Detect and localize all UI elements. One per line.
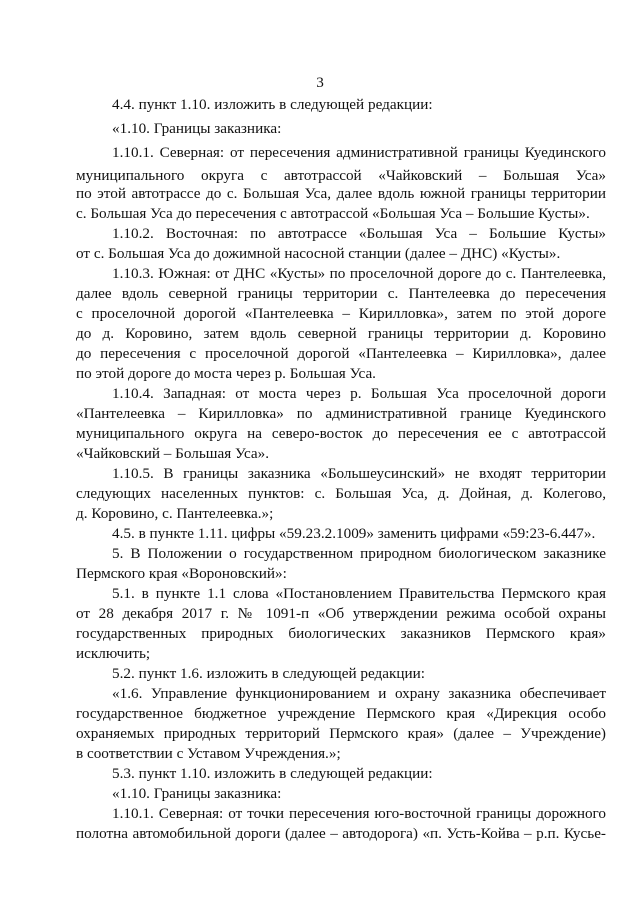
text-line: государственных природных биологических заказников Пермского края» bbox=[76, 625, 606, 642]
text-line: 4.5. в пункте 1.11. цифры «59.23.2.1009» заменить цифрами «59:23-6.447». bbox=[112, 525, 596, 542]
text-line: «1.6. Управление функционированием и охрану заказника обеспечивает bbox=[112, 685, 606, 702]
text-line: «Пантелеевка – Кирилловка» по административной границе Куединского bbox=[76, 405, 606, 422]
text-line: Пермского края «Вороновский»: bbox=[76, 565, 287, 582]
text-line: по этой автотрассе до с. Большая Уса, далее вдоль южной границы территории bbox=[76, 185, 606, 202]
text-line: от 28 декабря 2017 г. № 1091-п «Об утверждении режима особой охраны bbox=[76, 605, 606, 622]
text-line: 5. В Положении о государственном природном биологическом заказнике bbox=[112, 545, 606, 562]
text-line: полотна автомобильной дороги (далее – автодорога) «п. Усть-Койва – р.п. Кусье- bbox=[76, 825, 606, 842]
text-line: далее вдоль северной границы территории с. Пантелеевка до пересечения bbox=[76, 285, 606, 302]
text-line: 1.10.3. Южная: от ДНС «Кусты» по проселочной дороге до с. Пантелеевка, bbox=[112, 265, 606, 282]
text-line: 5.2. пункт 1.6. изложить в следующей редакции: bbox=[112, 665, 425, 682]
text-line: 1.10.4. Западная: от моста через р. Большая Уса проселочной дороги bbox=[112, 385, 606, 402]
text-line: охраняемых природных территорий Пермского края» (далее – Учреждение) bbox=[76, 725, 606, 742]
text-line: 1.10.1. Северная: от точки пересечения юго-восточной границы дорожного bbox=[112, 805, 606, 822]
text-line: с. Большая Уса до пересечения с автотрассой «Большая Уса – Большие Кусты». bbox=[76, 205, 590, 222]
text-line: 1.10.5. В границы заказника «Большеусинский» не входят территории bbox=[112, 465, 606, 482]
text-line: следующих населенных пунктов: с. Большая Уса, д. Дойная, д. Колегово, bbox=[76, 485, 606, 502]
text-line: 1.10.1. Северная: от пересечения административной границы Куединского bbox=[112, 144, 606, 161]
text-line: до д. Коровино, затем вдоль северной границы территории д. Коровино bbox=[76, 325, 606, 342]
text-line: «1.10. Границы заказника: bbox=[112, 785, 282, 802]
text-line: 4.4. пункт 1.10. изложить в следующей редакции: bbox=[112, 96, 433, 113]
text-line: государственное бюджетное учреждение Пермского края «Дирекция особо bbox=[76, 705, 606, 722]
text-line: муниципального округа на северо-восток до пересечения ее с автотрассой bbox=[76, 425, 606, 442]
text-line: 5.1. в пункте 1.1 слова «Постановлением Правительства Пермского края bbox=[112, 585, 606, 602]
text-line: д. Коровино, с. Пантелеевка.»; bbox=[76, 505, 274, 522]
text-line: 5.3. пункт 1.10. изложить в следующей редакции: bbox=[112, 765, 433, 782]
text-line: по этой дороге до моста через р. Большая Уса. bbox=[76, 365, 376, 382]
text-line: с проселочной дорогой «Пантелеевка – Кирилловка», затем по этой дороге bbox=[76, 305, 606, 322]
text-line: муниципального округа с автотрассой «Чайковский – Большая Уса» bbox=[76, 167, 606, 184]
text-line: «Чайковский – Большая Уса». bbox=[76, 445, 270, 462]
text-line: «1.10. Границы заказника: bbox=[112, 120, 282, 137]
text-line: исключить; bbox=[76, 645, 151, 662]
text-line: от с. Большая Уса до дожимной насосной станции (далее – ДНС) «Кусты». bbox=[76, 245, 561, 262]
text-line: в соответствии с Уставом Учреждения.»; bbox=[76, 745, 341, 762]
page-number: 3 bbox=[316, 74, 324, 91]
text-line: 1.10.2. Восточная: по автотрассе «Большая Уса – Большие Кусты» bbox=[112, 225, 606, 242]
text-line: до пересечения с проселочной дорогой «Пантелеевка – Кирилловка», далее bbox=[76, 345, 606, 362]
